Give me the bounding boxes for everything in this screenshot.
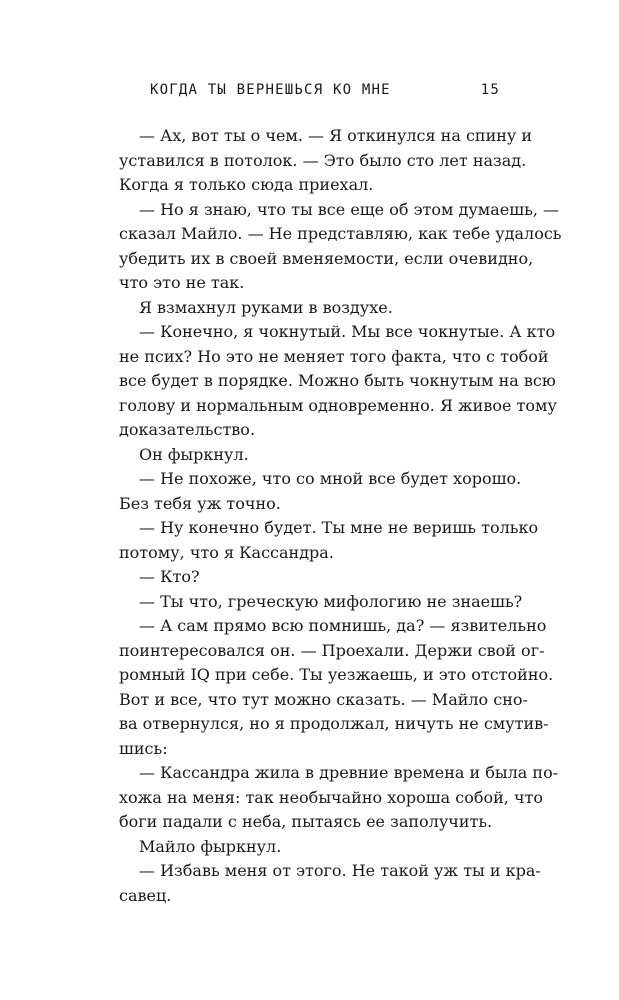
text-line: ромный IQ при себе. Ты уезжаешь, и это отстойно.	[119, 665, 554, 684]
page-number: 15	[480, 82, 500, 98]
text-line: не псих? Но это не меняет того факта, что с тобой	[119, 346, 549, 366]
text-line: потому, что я Кассандра.	[119, 542, 334, 562]
text-line: — Кассандра жила в древние времена и была по-	[139, 763, 559, 782]
text-line: Я взмахнул руками в воздухе.	[139, 297, 393, 317]
text-line: Вот и все, что тут можно сказать. — Майло сно-	[119, 689, 528, 709]
text-line: уставился в потолок. — Это было сто лет назад.	[119, 150, 527, 170]
text-line: — А сам прямо всю помнишь, да? — язвительно	[139, 616, 547, 635]
text-line: — Ну конечно будет. Ты мне не веришь только	[139, 518, 539, 537]
text-line: Когда я только сюда приехал.	[119, 175, 374, 194]
text-line: доказательство.	[119, 420, 256, 439]
page-body	[119, 124, 562, 908]
text-line: убедить их в своей вменяемости, если очевидно,	[119, 248, 534, 268]
text-line: Без тебя уж точно.	[119, 493, 281, 513]
running-header	[120, 82, 500, 106]
text-line: — Конечно, я чокнутый. Мы все чокнутые. А кто	[139, 322, 556, 341]
text-line: — Ах, вот ты о чем. — Я откинулся на спину и	[139, 126, 533, 145]
text-line: — Ты что, греческую мифологию не знаешь?	[139, 591, 523, 611]
text-line: Майло фыркнул.	[139, 836, 282, 856]
text-line: голову и нормальным одновременно. Я живое тому	[119, 395, 557, 415]
text-line: — Не похоже, что со мной все будет хорошо.	[139, 469, 522, 488]
text-line: шись:	[119, 738, 168, 758]
text-line: боги падали с неба, пытаясь ее заполучить.	[119, 812, 493, 831]
text-line: савец.	[119, 885, 172, 905]
book-title: КОГДА ТЫ ВЕРНЕШЬСЯ КО МНЕ	[150, 82, 391, 98]
text-line: сказал Майло. — Не представляю, как тебе удалось	[119, 224, 562, 243]
text-line: — Кто?	[139, 567, 200, 586]
text-line: — Но я знаю, что ты все еще об этом думаешь, —	[139, 199, 560, 219]
text-line: все будет в порядке. Можно быть чокнутым на всю	[119, 371, 556, 390]
text-line: — Избавь меня от этого. Не такой уж ты и кра-	[139, 861, 541, 880]
text-line: поинтересовался он. — Проехали. Держи свой ог-	[119, 640, 545, 660]
text-line: ва отвернулся, но я продолжал, ничуть не смутив-	[119, 714, 549, 733]
text-line: хожа на меня: так необычайно хороша собой, что	[119, 787, 543, 807]
text-line: Он фыркнул.	[139, 444, 249, 464]
text-line: что это не так.	[119, 273, 245, 292]
